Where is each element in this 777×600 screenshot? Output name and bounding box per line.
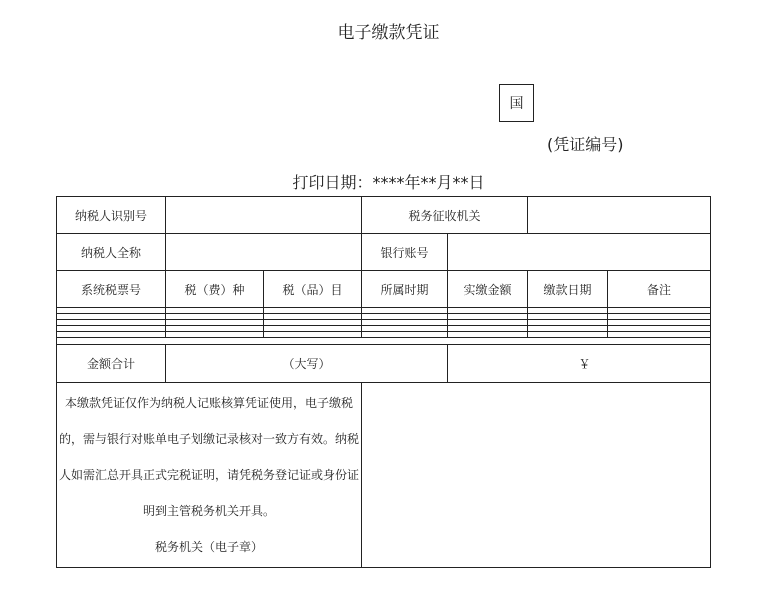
taxpayer-id-label: 纳税人识别号: [57, 197, 166, 234]
column-header-row: [57, 271, 711, 308]
tax-authority-label: 税务征收机关: [362, 197, 528, 234]
col-ticket-no: 系统税票号: [57, 271, 166, 308]
national-stamp-box: 国: [499, 84, 534, 122]
notice-text: [57, 383, 362, 568]
taxpayer-id-row: [57, 197, 711, 234]
col-tax-item: 税（品）目: [264, 271, 362, 308]
print-date: 打印日期：****年**月**日: [292, 173, 485, 192]
payment-voucher-table: [56, 196, 711, 568]
col-remarks: 备注: [608, 271, 711, 308]
tax-authority-value: [528, 197, 711, 234]
col-amount-paid: 实缴金额: [448, 271, 528, 308]
taxpayer-name-row: [57, 234, 711, 271]
notice-line: 明到主管税务机关开具。: [142, 504, 275, 518]
bank-seal-area: [362, 383, 711, 568]
total-label: 金额合计: [57, 345, 166, 383]
bank-account-value: [448, 234, 711, 271]
total-row: [57, 345, 711, 383]
col-payment-date: 缴款日期: [528, 271, 608, 308]
notice-line: 本缴款凭证仅作为纳税人记账核算凭证使用，电子缴税: [64, 396, 353, 410]
total-uppercase: （大写）: [166, 345, 448, 383]
electronic-seal-label: 税务机关（电子章）: [154, 540, 263, 554]
taxpayer-name-label: 纳税人全称: [57, 234, 166, 271]
col-period: 所属时期: [362, 271, 448, 308]
taxpayer-id-value: [166, 197, 362, 234]
total-yen-symbol: ￥: [448, 345, 711, 383]
notice-row: [57, 383, 711, 568]
document-title: 电子缴款凭证: [337, 23, 440, 43]
col-tax-type: 税（费）种: [166, 271, 264, 308]
taxpayer-name-value: [166, 234, 362, 271]
spacer-row: [57, 338, 711, 345]
notice-line: 人如需汇总开具正式完税证明，请凭税务登记证或身份证: [58, 468, 359, 482]
notice-line: 的，需与银行对账单电子划缴记录核对一致方有效。纳税: [58, 432, 359, 446]
bank-account-label: 银行账号: [362, 234, 448, 271]
voucher-number-label: (凭证编号): [547, 135, 624, 154]
